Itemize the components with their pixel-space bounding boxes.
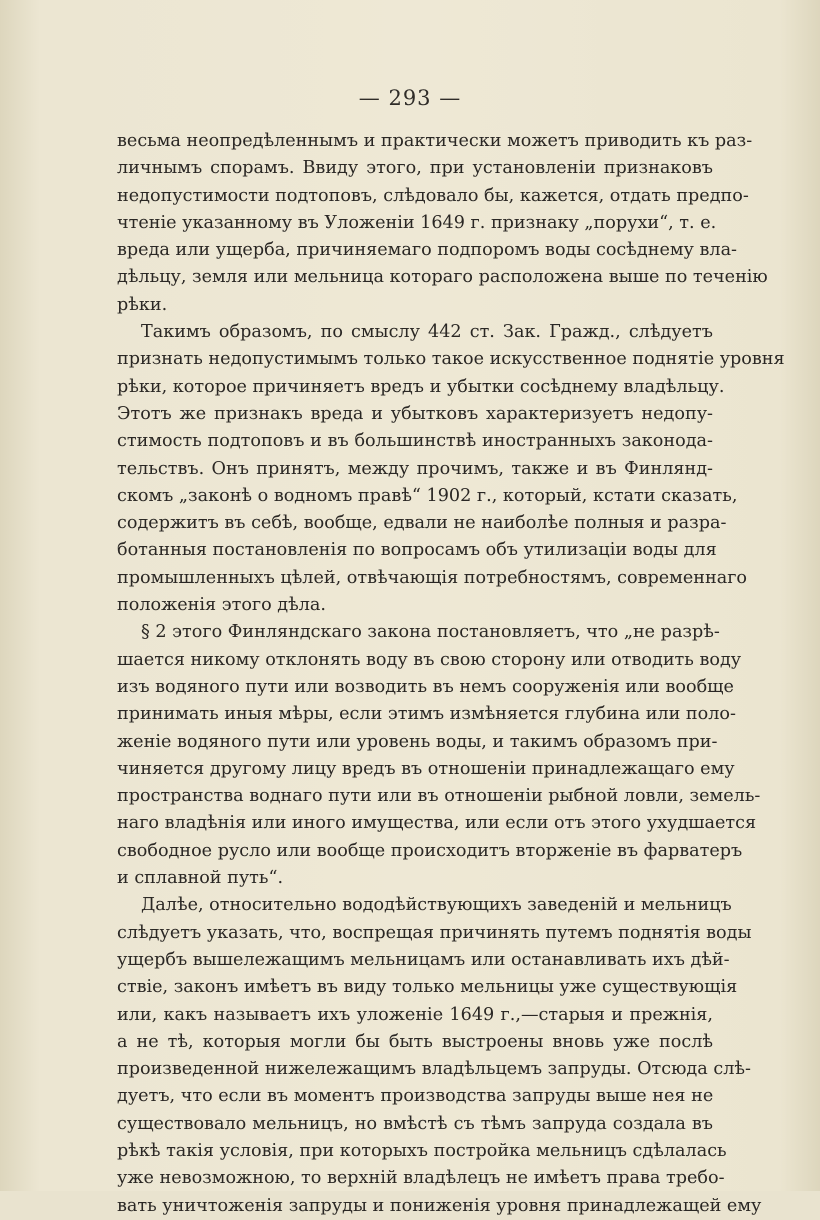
text-line: вать уничтоженія запруды и пониженія уровня принадлежащей ему [117, 1195, 762, 1216]
paragraph-1 [117, 128, 768, 319]
text-line: и сплавной путь“. [117, 868, 284, 889]
text-line: вреда или ущерба, причиняемаго подпоромъ воды сосѣднему вла- [117, 240, 737, 261]
text-line: или, какъ называетъ ихъ уложеніе 1649 г.,—старыя и прежнія, [117, 1004, 713, 1025]
text-line: принимать иныя мѣры, если этимъ измѣняется глубина или поло- [117, 704, 736, 725]
text-line: дѣльцу, земля или мельница котораго расположена выше по теченію [117, 267, 768, 288]
text-line: весьма неопредѣленнымъ и практически можетъ приводить къ раз- [117, 131, 753, 151]
text-line: уже невозможною, то верхній владѣлецъ не имѣетъ права требо- [117, 1168, 725, 1189]
text-line: рѣки, которое причиняетъ вредъ и убытки сосѣднему владѣльцу. [117, 376, 725, 397]
text-line: ботанныя постановленія по вопросамъ объ утилизаціи воды для [117, 540, 717, 561]
paragraph-2 [117, 319, 785, 619]
text-line: пространства воднаго пути или въ отношеніи рыбной ловли, земель- [117, 786, 761, 807]
text-line: тельствъ. Онъ принятъ, между прочимъ, также и въ Финлянд- [117, 458, 713, 479]
paragraph-3 [117, 619, 761, 892]
page-number: — 293 — [358, 86, 462, 110]
text-line: недопустимости подтоповъ, слѣдовало бы, кажется, отдать предпо- [117, 185, 749, 206]
text-line: содержитъ въ себѣ, вообще, едвали не наиболѣе полныя и разра- [117, 513, 727, 534]
text-block [117, 128, 785, 1220]
text-line: § 2 этого Финляндскаго закона постановляетъ, что „не разрѣ- [141, 622, 720, 643]
text-line: слѣдуетъ указать, что, воспрещая причинять путемъ поднятія воды [117, 922, 752, 943]
text-line: наго владѣнія или иного имущества, или если отъ этого ухудшается [117, 813, 757, 834]
text-line: чтеніе указанному въ Уложеніи 1649 г. признаку „порухи“, т. е. [117, 212, 717, 233]
text-line: Далѣе, относительно вододѣйствующихъ заведеній и мельницъ [141, 895, 732, 916]
paragraph-4 [117, 892, 762, 1220]
text-line: шается никому отклонять воду въ свою сторону или отводить воду [117, 649, 742, 670]
text-line: стимость подтоповъ и въ большинствѣ иностранныхъ законода- [117, 431, 713, 452]
text-line: дуетъ, что если въ моментъ производства запруды выше нея не [117, 1086, 714, 1107]
text-line: изъ водяного пути или возводить въ немъ сооруженія или вообще [117, 676, 734, 697]
text-line: ствіе, законъ имѣетъ въ виду только мельницы уже существующія [117, 977, 738, 998]
text-line: существовало мельницъ, но вмѣстѣ съ тѣмъ запруда создала въ [117, 1113, 713, 1134]
text-line: произведенной нижележащимъ владѣльцемъ запруды. Отсюда слѣ- [117, 1059, 751, 1080]
text-line: женіе водяного пути или уровень воды, и такимъ образомъ при- [117, 731, 718, 752]
text-line: рѣки. [117, 294, 168, 315]
text-line: признать недопустимымъ только такое искусственное поднятіе уровня [117, 349, 785, 370]
text-line: чиняется другому лицу вредъ въ отношеніи принадлежащаго ему [117, 758, 735, 779]
text-line: Такимъ образомъ, по смыслу 442 ст. Зак. Гражд., слѣдуетъ [141, 322, 713, 343]
text-line: свободное русло или вообще происходитъ вторженіе въ фарватеръ [117, 840, 743, 861]
text-line: положенія этого дѣла. [117, 595, 327, 616]
text-line: скомъ „законѣ о водномъ правѣ“ 1902 г., который, кстати сказать, [117, 485, 738, 506]
text-line: рѣкѣ такія условія, при которыхъ постройка мельницъ сдѣлалась [117, 1140, 727, 1161]
text-line: Этотъ же признакъ вреда и убытковъ характеризуетъ недопу- [117, 403, 713, 424]
text-line: ущербъ вышележащимъ мельницамъ или останавливать ихъ дѣй- [117, 949, 730, 970]
text-line: личнымъ спорамъ. Ввиду этого, при установленіи признаковъ [117, 158, 713, 179]
text-line: промышленныхъ цѣлей, отвѣчающія потребностямъ, современнаго [117, 567, 748, 588]
text-line: а не тѣ, которыя могли бы быть выстроены вновь уже послѣ [117, 1031, 713, 1052]
